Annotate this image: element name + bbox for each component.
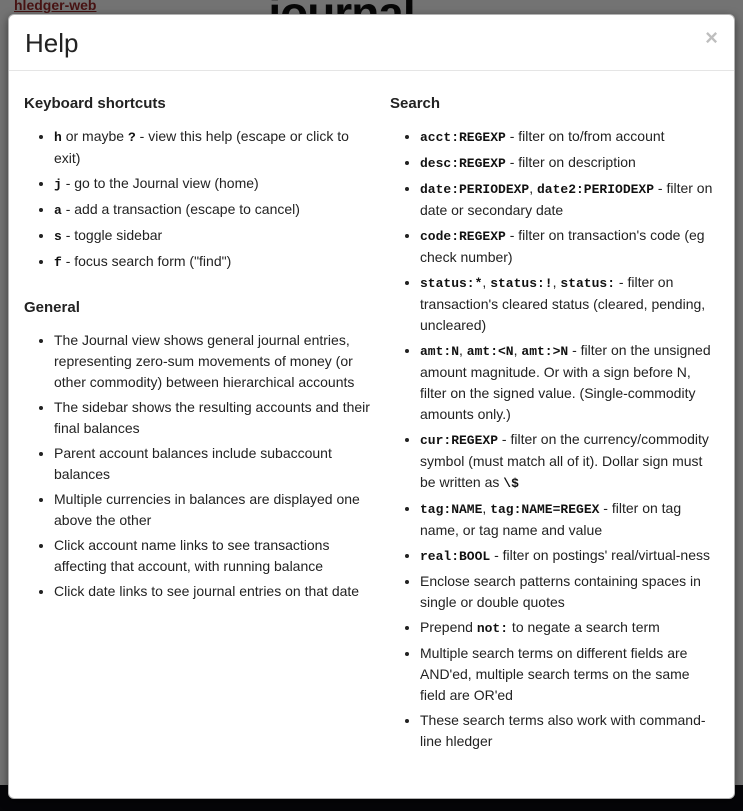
code-token: status: bbox=[560, 275, 616, 291]
help-list-item bbox=[54, 535, 376, 577]
close-icon[interactable]: × bbox=[701, 25, 722, 51]
text-segment: , bbox=[482, 499, 491, 516]
text-segment: - filter on the currency/commodity symbol (must match all of it). Dollar sign must be written as bbox=[420, 430, 709, 490]
code-token: f bbox=[54, 254, 62, 270]
code-token: tag:NAME=REGEX bbox=[490, 501, 600, 517]
code-token: desc:REGEXP bbox=[420, 155, 506, 171]
text-segment: - filter on the unsigned amount magnitude. Or with a sign before N, filter on the signed value. (Single-commodity amounts only.) bbox=[420, 341, 711, 422]
help-list-item bbox=[54, 173, 376, 195]
text-segment: - go to the Journal view (home) bbox=[61, 174, 259, 191]
help-list bbox=[24, 126, 376, 273]
text-segment: - filter on transaction's code (eg check number) bbox=[420, 226, 705, 265]
code-token: j bbox=[54, 176, 62, 192]
help-column-left bbox=[24, 83, 376, 778]
section-heading: Keyboard shortcuts bbox=[24, 94, 166, 112]
text-segment: , bbox=[552, 273, 561, 290]
help-list-item bbox=[420, 178, 719, 221]
text-segment: - toggle sidebar bbox=[61, 226, 163, 243]
text-segment: - filter on date or secondary date bbox=[420, 179, 713, 218]
code-token: real:BOOL bbox=[420, 548, 491, 564]
help-list-item bbox=[420, 498, 719, 541]
help-column-right bbox=[390, 83, 719, 778]
text-segment: - filter on to/from account bbox=[505, 127, 665, 144]
code-token: s bbox=[54, 228, 62, 244]
help-list-item bbox=[54, 489, 376, 531]
modal-body bbox=[9, 71, 734, 798]
text-segment: - filter on postings' real/virtual-ness bbox=[490, 546, 710, 563]
help-list bbox=[24, 330, 376, 602]
code-token: amt:<N bbox=[466, 343, 514, 359]
help-list-item bbox=[54, 199, 376, 221]
text-segment: These search terms also work with command-line hledger bbox=[420, 711, 706, 749]
text-segment: Enclose search patterns containing spaces in single or double quotes bbox=[420, 572, 701, 610]
help-list-item bbox=[420, 126, 719, 148]
help-list-item bbox=[420, 152, 719, 174]
text-segment: Click account name links to see transactions affecting that account, with running balance bbox=[54, 536, 330, 574]
code-token: amt:>N bbox=[521, 343, 569, 359]
help-list-item bbox=[420, 545, 719, 567]
code-token: a bbox=[54, 202, 62, 218]
code-token: not: bbox=[476, 620, 509, 636]
help-list-item bbox=[420, 272, 719, 336]
text-segment: Multiple currencies in balances are displayed one above the other bbox=[54, 490, 360, 528]
text-segment: Click date links to see journal entries on that date bbox=[54, 582, 360, 599]
help-list-item bbox=[54, 126, 376, 169]
modal-header bbox=[9, 15, 734, 71]
code-token: date2:PERIODEXP bbox=[537, 181, 655, 197]
text-segment: - filter on transaction's cleared status (cleared, pending, uncleared) bbox=[420, 273, 706, 333]
modal-title: Help bbox=[25, 28, 79, 58]
help-list-item bbox=[420, 710, 719, 752]
help-list-item bbox=[54, 581, 376, 602]
help-list-item bbox=[54, 225, 376, 247]
text-segment: Multiple search terms on different fields are AND'ed, multiple search terms on the same field are OR'ed bbox=[420, 644, 690, 703]
text-segment: - filter on tag name, or tag name and value bbox=[420, 499, 682, 538]
code-token: tag:NAME bbox=[420, 501, 483, 517]
help-list-item bbox=[420, 643, 719, 706]
help-list bbox=[390, 126, 719, 752]
code-token: acct:REGEXP bbox=[420, 129, 506, 145]
text-segment: The sidebar shows the resulting accounts and their final balances bbox=[54, 398, 370, 436]
code-token: status:* bbox=[420, 275, 483, 291]
section-heading: Search bbox=[390, 94, 441, 112]
help-list-item bbox=[420, 571, 719, 613]
help-list-item bbox=[420, 617, 719, 639]
code-token: status:! bbox=[490, 275, 553, 291]
help-list-item bbox=[420, 429, 719, 494]
code-token: amt:N bbox=[420, 343, 460, 359]
code-token: date:PERIODEXP bbox=[420, 181, 530, 197]
text-segment: - view this help (escape or click to exit) bbox=[54, 127, 349, 166]
code-token: code:REGEXP bbox=[420, 228, 506, 244]
text-segment: , bbox=[529, 179, 537, 196]
help-list-item bbox=[54, 443, 376, 485]
code-token: ? bbox=[127, 129, 136, 145]
help-modal bbox=[8, 14, 735, 799]
section-heading: General bbox=[24, 298, 80, 316]
help-list-item bbox=[54, 330, 376, 393]
text-segment: , bbox=[482, 273, 491, 290]
code-token: \$ bbox=[503, 475, 519, 491]
code-token: cur:REGEXP bbox=[420, 432, 499, 448]
text-segment: or maybe bbox=[61, 127, 128, 144]
code-token: h bbox=[54, 129, 62, 145]
text-segment: - focus search form ("find") bbox=[61, 252, 232, 269]
help-list-item bbox=[54, 251, 376, 273]
help-list-item bbox=[54, 397, 376, 439]
text-segment: - filter on description bbox=[505, 153, 636, 170]
text-segment: to negate a search term bbox=[508, 618, 660, 635]
text-segment: Prepend bbox=[420, 618, 477, 635]
help-list-item bbox=[420, 340, 719, 425]
text-segment: The Journal view shows general journal entries, representing zero-sum movements of money (or other commodity) between hierarchical accounts bbox=[54, 331, 355, 390]
help-list-item bbox=[420, 225, 719, 268]
text-segment: , bbox=[459, 341, 467, 358]
text-segment: - add a transaction (escape to cancel) bbox=[61, 200, 300, 217]
text-segment: , bbox=[513, 341, 522, 358]
text-segment: Parent account balances include subaccount balances bbox=[54, 444, 332, 482]
